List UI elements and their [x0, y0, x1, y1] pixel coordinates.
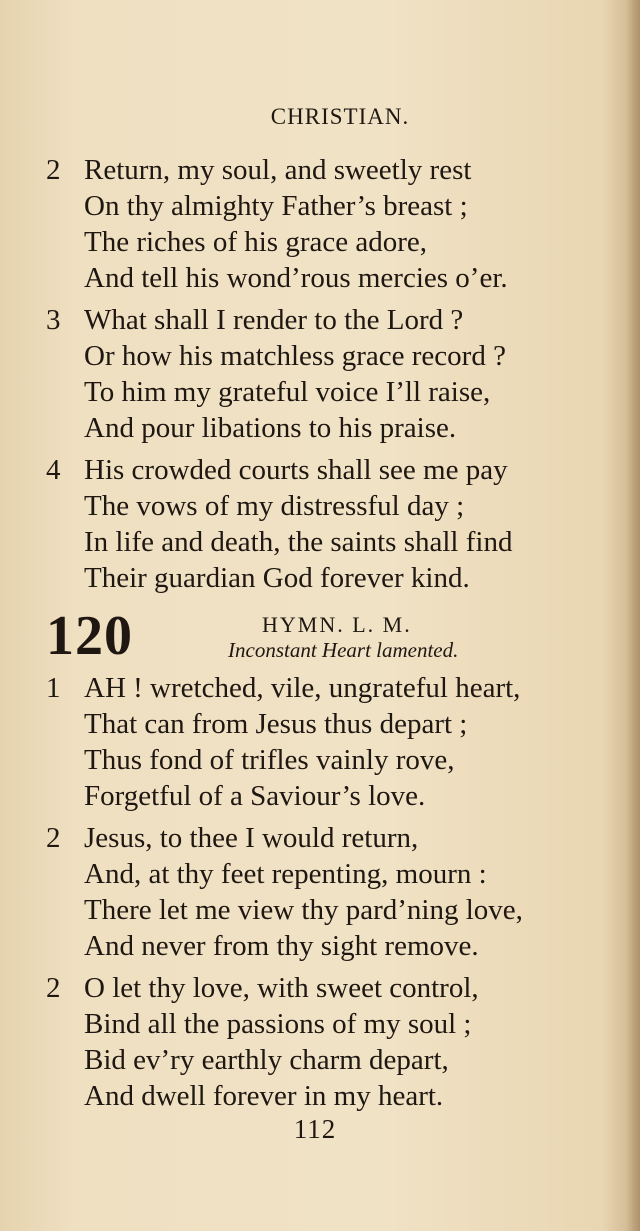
- verse-line: And, at thy feet repenting, mourn :: [84, 858, 487, 890]
- verse-line: To him my grateful voice I’ll raise,: [84, 376, 491, 408]
- stanza-number: 2: [46, 154, 61, 186]
- stanza-number: 2: [46, 822, 61, 854]
- verse-line: Jesus, to thee I would return,: [84, 822, 419, 854]
- verse-line: On thy almighty Father’s breast ;: [84, 190, 468, 222]
- verse-line: The riches of his grace adore,: [84, 226, 428, 258]
- page-number: 112: [293, 1114, 337, 1144]
- verse-line: There let me view thy pard’ning love,: [84, 894, 523, 926]
- verse-line: Bind all the passions of my soul ;: [84, 1008, 472, 1040]
- verse-line: Their guardian God forever kind.: [84, 562, 470, 594]
- stanza-number: 4: [46, 454, 61, 486]
- stanza-number: 3: [46, 304, 61, 336]
- hymn-number: 120: [46, 605, 133, 667]
- verse-line: And dwell forever in my heart.: [84, 1080, 444, 1112]
- verse-line: And never from thy sight remove.: [84, 930, 479, 962]
- verse-line: O let thy love, with sweet control,: [84, 972, 479, 1004]
- stanza-number: 2: [46, 972, 61, 1004]
- verse-line: What shall I render to the Lord ?: [84, 304, 464, 336]
- verse-line: That can from Jesus thus depart ;: [84, 708, 468, 740]
- verse-line: Or how his matchless grace record ?: [84, 340, 506, 372]
- verse-line: Forgetful of a Saviour’s love.: [84, 780, 426, 812]
- verse-line: Bid ev’ry earthly charm depart,: [84, 1044, 449, 1076]
- verse-line: His crowded courts shall see me pay: [84, 454, 508, 486]
- verse-line: In life and death, the saints shall find: [84, 526, 513, 558]
- stanza-number: 1: [46, 672, 61, 704]
- running-head: CHRISTIAN.: [270, 104, 410, 129]
- verse-line: Return, my soul, and sweetly rest: [84, 154, 472, 186]
- verse-line: And tell his wond’rous mercies o’er.: [84, 262, 508, 294]
- verse-line: The vows of my distressful day ;: [84, 490, 465, 522]
- hymn-subject: Inconstant Heart lamented.: [228, 638, 459, 662]
- verse-line: And pour libations to his praise.: [84, 412, 457, 444]
- verse-line: Thus fond of trifles vainly rove,: [84, 744, 455, 776]
- hymn-meter: HYMN. L. M.: [262, 612, 412, 637]
- verse-line: AH ! wretched, vile, ungrateful heart,: [84, 672, 521, 704]
